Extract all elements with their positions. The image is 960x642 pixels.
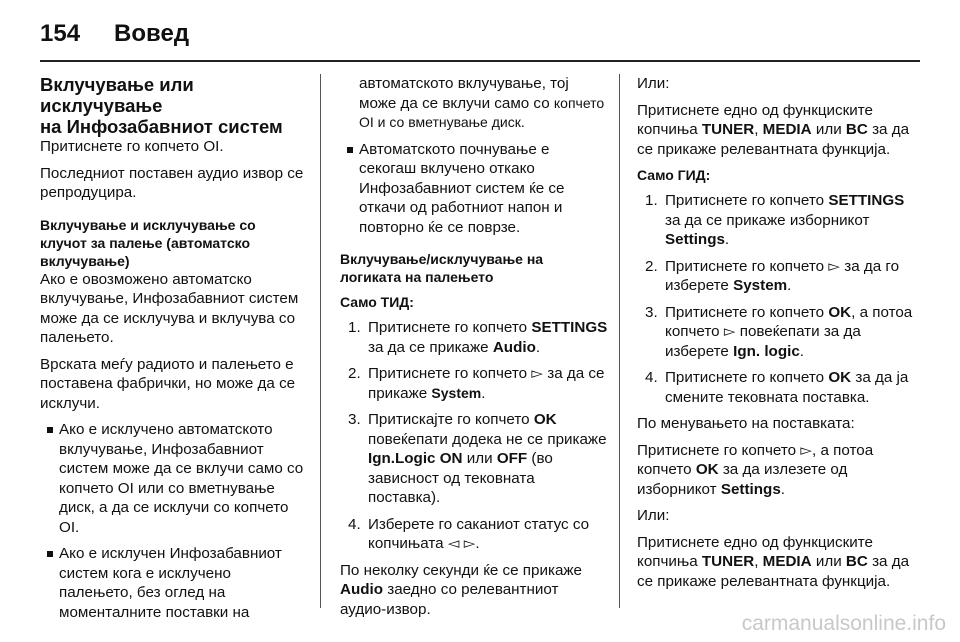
subheading: Вклучување и исклучување со клучот за палење (автоматско вклучување) bbox=[40, 216, 256, 269]
page-number: 154 bbox=[40, 20, 81, 47]
header-rule bbox=[40, 60, 920, 62]
list-item-continuation: автоматското вклучување, тој може да се вклучи само со копчето OI и со вметнување диск. bbox=[359, 75, 605, 130]
arrow-right-icon: ▻ bbox=[800, 441, 813, 459]
page-title: Вовед bbox=[114, 20, 190, 47]
subheading-tid: Само ТИД: bbox=[340, 294, 414, 310]
paragraph: Притиснете едно од функциските копчиња TUNER, MEDIA или BC за да се прикаже релевантната функција. bbox=[637, 533, 910, 590]
paragraph: Врската меѓу радиото и палењето е поставена фабрички, но може да се исклучи. bbox=[40, 355, 296, 412]
column-divider-1 bbox=[320, 74, 321, 608]
arrow-right-icon: ▻ bbox=[828, 257, 841, 275]
paragraph: Притиснете едно од функциските копчиња TUNER, MEDIA или BC за да се прикаже релевантната функција. bbox=[637, 101, 910, 158]
column-2 bbox=[340, 74, 608, 619]
step-2: 2. Притиснете го копчето ▻ за да го изберете System. bbox=[645, 257, 900, 294]
step-1: 1. Притиснете го копчето SETTINGS за да се прикаже Audio. bbox=[348, 319, 608, 356]
step-4: 4. Изберете го саканиот статус со копчињата ◅ ▻. bbox=[348, 515, 590, 552]
list-item: Ако е исклучено автоматското вклучување, Инфозабавниот систем може да се вклучи само со копчето OI или со вметнување диск, а да се исклучи со копчето OI. bbox=[40, 420, 306, 537]
paragraph: Или: bbox=[637, 507, 670, 524]
arrow-right-icon: ▻ bbox=[723, 323, 736, 340]
step-2: 2. Притиснете го копчето ▻ за да се прикаже System. bbox=[348, 365, 605, 402]
column-1 bbox=[40, 74, 306, 622]
step-3: 3. Притискајте го копчето OK повеќепати додека не се прикаже Ign.Logic ON или OFF (во зависност од тековната поставка). bbox=[348, 411, 607, 506]
paragraph: По менувањето на поставката: bbox=[637, 415, 855, 432]
column-divider-2 bbox=[619, 74, 620, 608]
paragraph: По неколку секунди ќе се прикаже Audio заедно со релевантниот аудио-извор. bbox=[340, 561, 582, 618]
list-item: Автоматското почнување е секогаш вклучено откако Инфозабавниот систем ќе се откачи од работниот напон и повторно ќе се поврзе. bbox=[340, 140, 608, 238]
paragraph: Или: bbox=[637, 75, 670, 92]
paragraph: Последниот поставен аудио извор се репродуцира. bbox=[40, 164, 304, 201]
subheading-gid: Само ГИД: bbox=[637, 167, 711, 183]
paragraph: Притиснете го копчето OI. bbox=[40, 138, 224, 155]
page-header bbox=[40, 14, 189, 54]
subheading: Вклучување/исклучување на логиката на палењето bbox=[340, 251, 544, 285]
paragraph: Притиснете го копчето ▻, а потоа копчето OK за да излезете од изборникот Settings. bbox=[637, 441, 874, 498]
step-4: 4. Притиснете го копчето OK за да ја смените тековната поставка. bbox=[645, 369, 909, 406]
section-heading: Вклучување или исклучување на Инфозабавниот систем bbox=[40, 74, 283, 137]
step-1: 1. Притиснете го копчето SETTINGS за да се прикаже изборникот Settings. bbox=[645, 192, 905, 248]
list-item: Ако е исклучен Инфозабавниот систем кога е исклучено палењето, без оглед на моменталните поставки на bbox=[40, 544, 306, 622]
column-3 bbox=[637, 74, 913, 591]
watermark: carmanualsonline.info bbox=[741, 612, 946, 635]
arrow-right-icon: ▻ bbox=[463, 535, 476, 552]
arrow-right-icon: ▻ bbox=[531, 365, 544, 382]
step-3: 3. Притиснете го копчето OK, а потоа копчето ▻ повеќепати за да изберете Ign. logic. bbox=[645, 303, 913, 360]
paragraph: Ако е овозможено автоматско вклучување, Инфозабавниот систем може да се исклучува и вклучува со палењето. bbox=[40, 270, 299, 346]
arrow-left-icon: ◅ bbox=[447, 535, 460, 552]
